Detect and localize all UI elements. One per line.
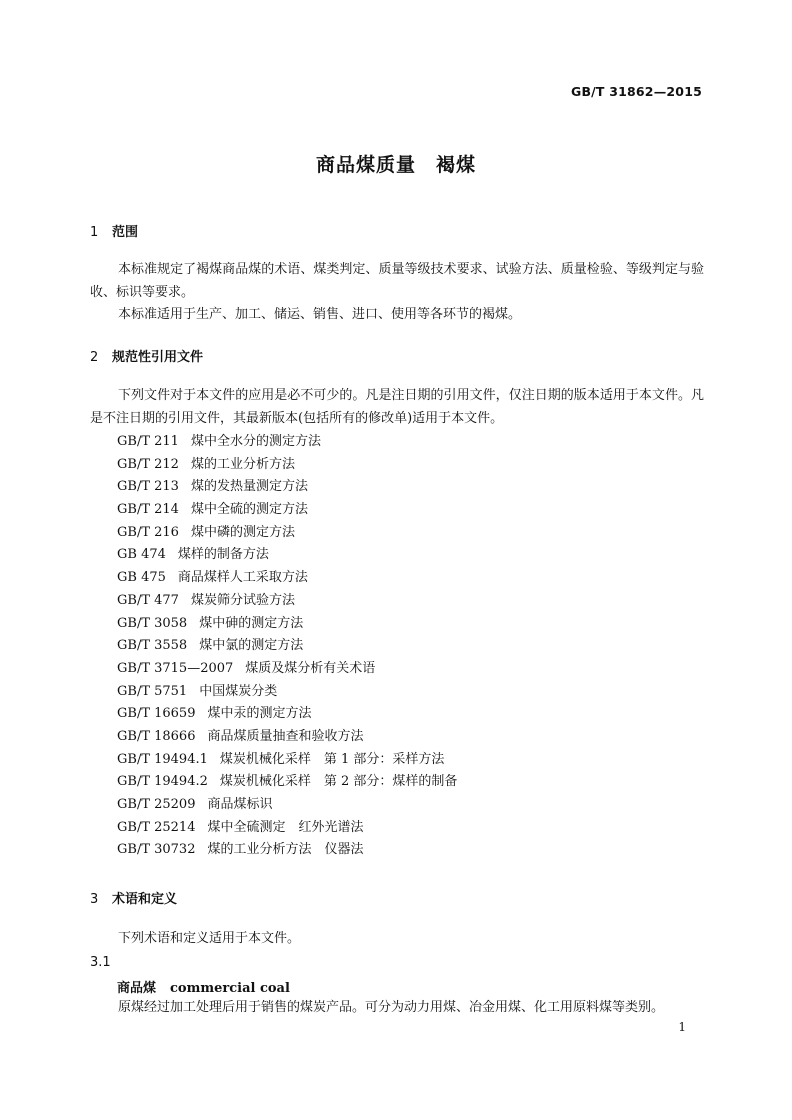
reference-item	[117, 681, 457, 704]
reference-code: GB/T 216	[117, 524, 179, 540]
reference-code: GB/T 214	[117, 502, 179, 518]
reference-item	[117, 522, 457, 545]
reference-code: GB/T 19494.2	[117, 774, 208, 790]
reference-name: 煤中全硫测定 红外光谱法	[207, 819, 364, 835]
reference-item	[117, 476, 457, 499]
reference-code: GB/T 3558	[117, 638, 188, 654]
reference-code: GB/T 25209	[117, 797, 196, 812]
reference-name: 煤中砷的测定方法	[199, 615, 304, 631]
reference-code: GB/T 212	[117, 456, 179, 472]
reference-code: GB/T 3715—2007	[117, 660, 234, 676]
term-chinese: 商品煤	[117, 981, 157, 996]
term-entry	[117, 977, 290, 996]
section-number: 2	[90, 350, 99, 365]
reference-code: GB/T 211	[117, 434, 179, 449]
reference-list	[117, 431, 457, 862]
reference-name: 煤中氯的测定方法	[199, 638, 304, 654]
section-title: 术语和定义	[112, 892, 178, 907]
section-number: 1	[90, 225, 99, 240]
reference-code: GB/T 213	[117, 479, 179, 495]
reference-name: 煤中全水分的测定方法	[190, 434, 321, 449]
references-intro-paragraph: 下列文件对于本文件的应用是必不可少的。凡是注日期的引用文件，仅注日期的版本适用于本文件。凡是不注日期的引用文件，其最新版本(包括所有的修改单)适用于本文件。	[90, 388, 704, 426]
reference-item	[117, 771, 457, 794]
reference-name: 煤中全硫的测定方法	[190, 502, 308, 518]
scope-paragraph-2: 本标准适用于生产、加工、储运、销售、进口、使用等各环节的褐煤。	[118, 307, 522, 322]
reference-name: 煤的发热量测定方法	[190, 479, 308, 495]
scope-paragraph-1: 本标准规定了褐煤商品煤的术语、煤类判定、质量等级技术要求、试验方法、质量检验、等级判定与验收、标识等要求。	[90, 262, 704, 300]
reference-code: GB/T 18666	[117, 728, 196, 744]
term-definition: 原煤经过加工处理后用于销售的煤炭产品。可分为动力用煤、冶金用煤、化工用原料煤等类别。	[118, 1000, 665, 1015]
term-english: commercial coal	[170, 981, 290, 996]
page-number: 1	[678, 1020, 686, 1034]
reference-code: GB/T 477	[117, 592, 179, 608]
reference-item	[117, 567, 457, 590]
reference-name: 煤炭机械化采样 第 2 部分：煤样的制备	[219, 774, 458, 790]
reference-item	[117, 839, 457, 862]
reference-item	[117, 590, 457, 613]
reference-name: 煤中磷的测定方法	[190, 524, 295, 540]
reference-item	[117, 794, 457, 817]
reference-item	[117, 749, 457, 772]
reference-code: GB/T 19494.1	[117, 751, 208, 767]
reference-item	[117, 544, 457, 567]
terms-intro-paragraph: 下列术语和定义适用于本文件。	[118, 931, 301, 946]
reference-code: GB/T 16659	[117, 706, 196, 722]
section-title: 范围	[112, 225, 139, 240]
reference-name: 中国煤炭分类	[199, 683, 278, 699]
section-heading-scope	[90, 221, 138, 240]
reference-item	[117, 658, 457, 681]
reference-name: 煤样的制备方法	[177, 547, 269, 563]
reference-name: 煤的工业分析方法	[190, 456, 295, 472]
section-heading-terms	[90, 888, 177, 907]
reference-name: 商品煤质量抽查和验收方法	[207, 728, 364, 744]
reference-name: 煤炭机械化采样 第 1 部分：采样方法	[219, 751, 445, 767]
reference-item	[117, 703, 457, 726]
reference-item	[117, 635, 457, 658]
reference-name: 商品煤样人工采取方法	[177, 570, 308, 586]
reference-item	[117, 817, 457, 840]
standard-number: GB/T 31862—2015	[570, 84, 702, 99]
reference-code: GB/T 30732	[117, 842, 196, 858]
reference-name: 煤质及煤分析有关术语	[245, 660, 376, 676]
reference-name: 煤中汞的测定方法	[207, 706, 312, 722]
section-heading-normative-references	[90, 346, 203, 365]
reference-code: GB/T 5751	[117, 683, 188, 699]
reference-name: 商品煤标识	[207, 797, 273, 812]
reference-name: 煤炭筛分试验方法	[190, 592, 295, 608]
reference-item	[117, 499, 457, 522]
reference-code: GB/T 3058	[117, 615, 188, 631]
reference-item	[117, 726, 457, 749]
reference-code: GB 475	[117, 570, 166, 586]
reference-name: 煤的工业分析方法 仪器法	[207, 842, 364, 858]
reference-item	[117, 454, 457, 477]
reference-code: GB/T 25214	[117, 819, 196, 835]
term-number: 3.1	[90, 955, 111, 970]
reference-item	[117, 613, 457, 636]
section-number: 3	[90, 892, 99, 907]
reference-item	[117, 431, 457, 454]
section-title: 规范性引用文件	[112, 350, 204, 365]
reference-code: GB 474	[117, 547, 166, 563]
document-title: 商品煤质量 褐煤	[315, 154, 476, 176]
